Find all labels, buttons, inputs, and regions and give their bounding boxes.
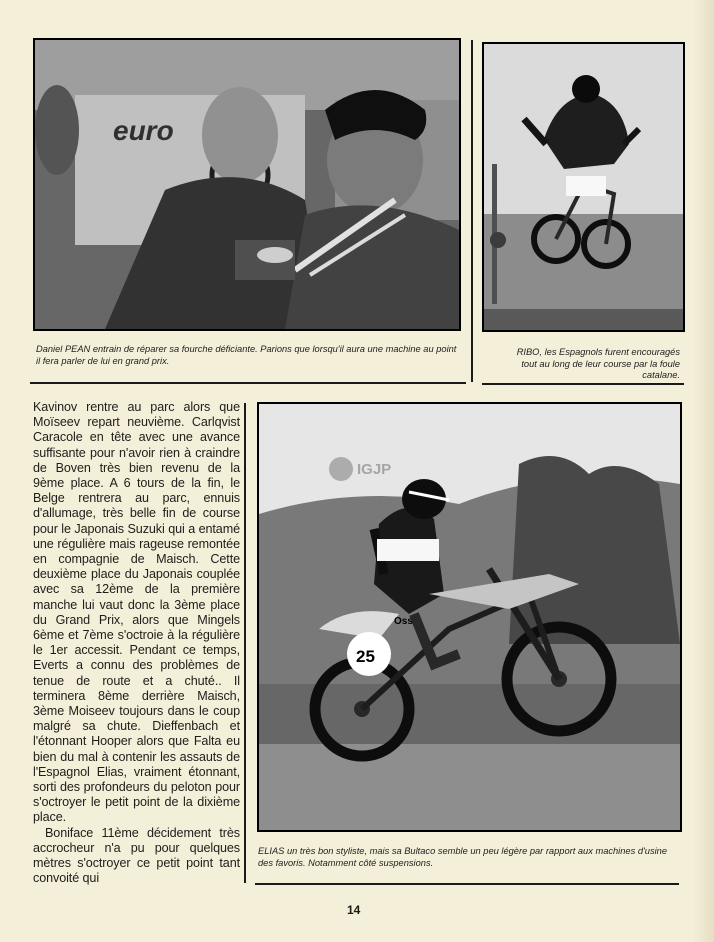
caption-ribo: RIBO, les Espagnols furent encouragés tout au long de leur course par la foule catalane.	[516, 347, 680, 380]
caption-pean: Daniel PEAN entrain de réparer sa fourche déficiante. Parions que lorsqu'il aura une machine au point il fera parler de lui en grand prix.	[36, 344, 457, 366]
banner-text: euro	[113, 115, 174, 146]
article-paragraph-2: Boniface 11ème décidement très accrocheur n'a pu pour quelques mètres s'octroyer ce petit point tant convoité qui	[33, 825, 240, 886]
photo-elias-svg	[259, 404, 680, 830]
page-edge	[692, 0, 714, 942]
rider-brand: Ossa	[394, 616, 419, 627]
photo-elias-jump	[257, 402, 682, 832]
rule-vertical-top	[471, 40, 473, 382]
caption-elias: ELIAS un très bon styliste, mais sa Bultaco semble un peu légère par rapport aux machines d'usine des favoris. Notamment côté suspensions.	[258, 846, 667, 868]
watermark-text: IGJP	[357, 461, 392, 478]
photo-ribo-svg	[484, 44, 683, 330]
photo-ribo-jump	[482, 42, 685, 332]
photo-pean-svg	[35, 40, 459, 329]
rule-vertical-article	[244, 403, 246, 883]
page-number: 14	[347, 903, 361, 917]
photo-pean-repair	[33, 38, 461, 331]
bike-number: 25	[356, 647, 375, 666]
article-paragraph-1: Kavinov rentre au parc alors que Moïseev repart neuvième. Carlqvist Caracole en tête avec une avance suffisante pour n'avoir rien à craindre de Boven très bien revenu de la 9ème place. A 6 tours de la fin, le Belge rentrera au parc, ennuis d'allumage, très belle fin de course pour le Japonais Suzuki qui a entamé une régulière mais rageuse remontée en compagnie de Maisch. Cette deuxième place du Japonais couplée avec sa 12ème de la première manche lui vaut donc la 3ème place du Grand Prix, alors que Mingels 6ème et 7ème s'octroie à la régulière le 1er accessit. Pendant ce temps, Everts a connu des problèmes de tenue de route et a chuté.. Il terminera 8ème derrière Maisch, 3ème Moiseev toujours dans le coup malgré sa chute. Dieffenbach et l'étonnant Hooper alors que Falta eu bien du mal à contenir les assauts de l'Espagnol Elias, vraiment étonnant, sorti des profondeurs du peloton pour s'octroyer le petit point de la dixième place.	[33, 400, 240, 825]
rule-under-elias-caption	[255, 883, 679, 885]
rule-under-ribo-caption	[482, 383, 684, 385]
article-body	[33, 400, 240, 887]
rule-under-pean-caption	[30, 382, 466, 384]
